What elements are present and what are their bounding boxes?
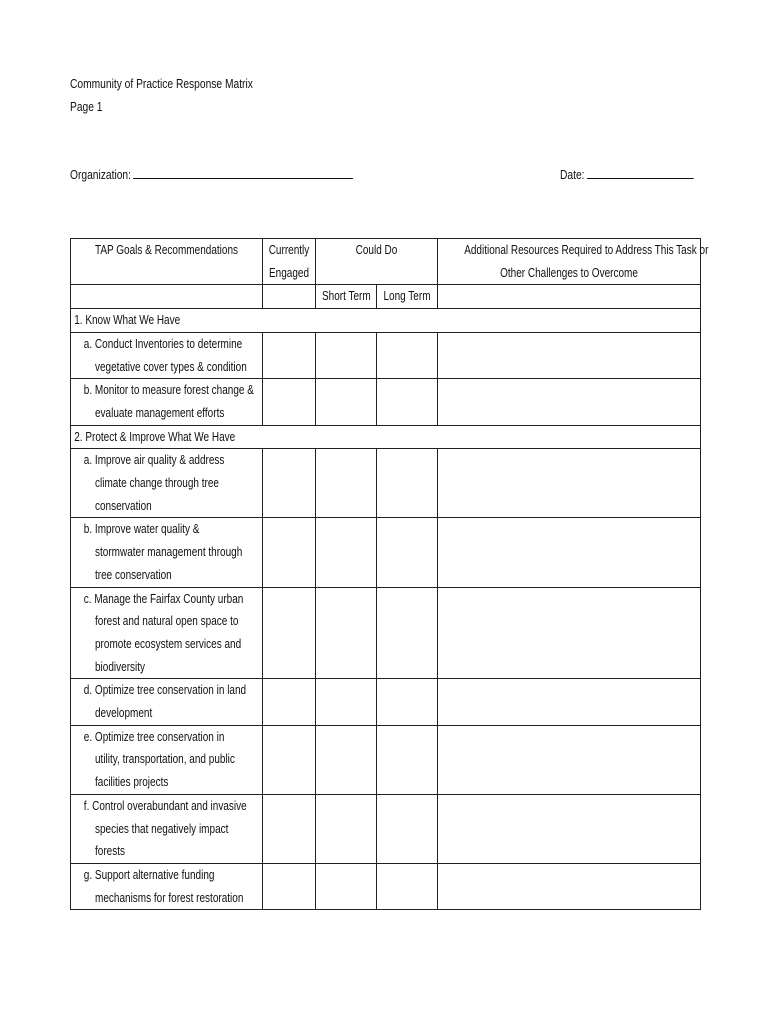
short-term-cell[interactable] <box>316 449 377 518</box>
short-term-cell[interactable] <box>316 863 377 909</box>
additional-resources-cell[interactable] <box>438 863 701 909</box>
table-row <box>71 332 701 378</box>
currently-engaged-cell[interactable] <box>263 449 316 518</box>
currently-engaged-cell[interactable] <box>263 794 316 863</box>
short-term-cell[interactable] <box>316 794 377 863</box>
short-term-cell[interactable] <box>316 587 377 679</box>
col-header-short-term: Short Term <box>316 285 377 309</box>
subheader-blank <box>263 285 316 309</box>
table-row <box>71 725 701 794</box>
section-row <box>71 309 701 333</box>
currently-engaged-cell[interactable] <box>263 587 316 679</box>
additional-resources-cell[interactable] <box>438 587 701 679</box>
organization-blank[interactable] <box>133 166 353 179</box>
matrix-body <box>71 309 701 910</box>
recommendation-label: b. Improve water quality & stormwater management through tree conservation <box>71 518 263 587</box>
long-term-cell[interactable] <box>377 518 438 587</box>
long-term-cell[interactable] <box>377 587 438 679</box>
long-term-cell[interactable] <box>377 725 438 794</box>
currently-engaged-cell[interactable] <box>263 379 316 425</box>
long-term-cell[interactable] <box>377 379 438 425</box>
long-term-cell[interactable] <box>377 679 438 725</box>
short-term-cell[interactable] <box>316 679 377 725</box>
table-row <box>71 518 701 587</box>
date-label: Date: <box>560 168 585 182</box>
section-title: 2. Protect & Improve What We Have <box>71 425 701 449</box>
col-header-goals: TAP Goals & Recommendations <box>71 239 263 285</box>
long-term-cell[interactable] <box>377 863 438 909</box>
col-header-additional-resources: Additional Resources Required to Address This Task or Other Challenges to Overcome <box>438 239 701 285</box>
recommendation-label: d. Optimize tree conservation in land development <box>71 679 263 725</box>
table-row <box>71 449 701 518</box>
table-row <box>71 863 701 909</box>
long-term-cell[interactable] <box>377 332 438 378</box>
header-row <box>71 239 701 285</box>
date-field <box>560 166 694 182</box>
table-row <box>71 379 701 425</box>
long-term-cell[interactable] <box>377 449 438 518</box>
response-matrix-table <box>70 238 709 910</box>
short-term-cell[interactable] <box>316 332 377 378</box>
date-blank[interactable] <box>587 166 694 179</box>
recommendation-label: e. Optimize tree conservation in utility, transportation, and public facilities projects <box>71 725 263 794</box>
section-title: 1. Know What We Have <box>71 309 701 333</box>
currently-engaged-cell[interactable] <box>263 679 316 725</box>
table-row <box>71 679 701 725</box>
additional-resources-cell[interactable] <box>438 679 701 725</box>
additional-resources-cell[interactable] <box>438 794 701 863</box>
subheader-blank <box>71 285 263 309</box>
subheader-row <box>71 285 701 309</box>
currently-engaged-cell[interactable] <box>263 518 316 587</box>
additional-resources-cell[interactable] <box>438 449 701 518</box>
organization-field <box>70 166 353 182</box>
page-number: Page 1 <box>70 100 103 114</box>
recommendation-label: b. Monitor to measure forest change & evaluate management efforts <box>71 379 263 425</box>
col-header-long-term: Long Term <box>377 285 438 309</box>
short-term-cell[interactable] <box>316 725 377 794</box>
additional-resources-cell[interactable] <box>438 332 701 378</box>
recommendation-label: g. Support alternative funding mechanisms for forest restoration <box>71 863 263 909</box>
table-row <box>71 587 701 679</box>
additional-resources-cell[interactable] <box>438 725 701 794</box>
short-term-cell[interactable] <box>316 379 377 425</box>
long-term-cell[interactable] <box>377 794 438 863</box>
organization-label: Organization: <box>70 168 131 182</box>
recommendation-label: a. Conduct Inventories to determine vegetative cover types & condition <box>71 332 263 378</box>
col-header-could-do: Could Do <box>316 239 438 285</box>
currently-engaged-cell[interactable] <box>263 863 316 909</box>
recommendation-label: f. Control overabundant and invasive species that negatively impact forests <box>71 794 263 863</box>
additional-resources-cell[interactable] <box>438 379 701 425</box>
recommendation-label: c. Manage the Fairfax County urban forest and natural open space to promote ecosystem services and biodiversity <box>71 587 263 679</box>
section-row <box>71 425 701 449</box>
currently-engaged-cell[interactable] <box>263 332 316 378</box>
table-row <box>71 794 701 863</box>
page-title: Community of Practice Response Matrix <box>70 77 253 91</box>
short-term-cell[interactable] <box>316 518 377 587</box>
col-header-currently-engaged: Currently Engaged <box>263 239 316 285</box>
currently-engaged-cell[interactable] <box>263 725 316 794</box>
additional-resources-cell[interactable] <box>438 518 701 587</box>
subheader-blank <box>438 285 701 309</box>
recommendation-label: a. Improve air quality & address climate change through tree conservation <box>71 449 263 518</box>
